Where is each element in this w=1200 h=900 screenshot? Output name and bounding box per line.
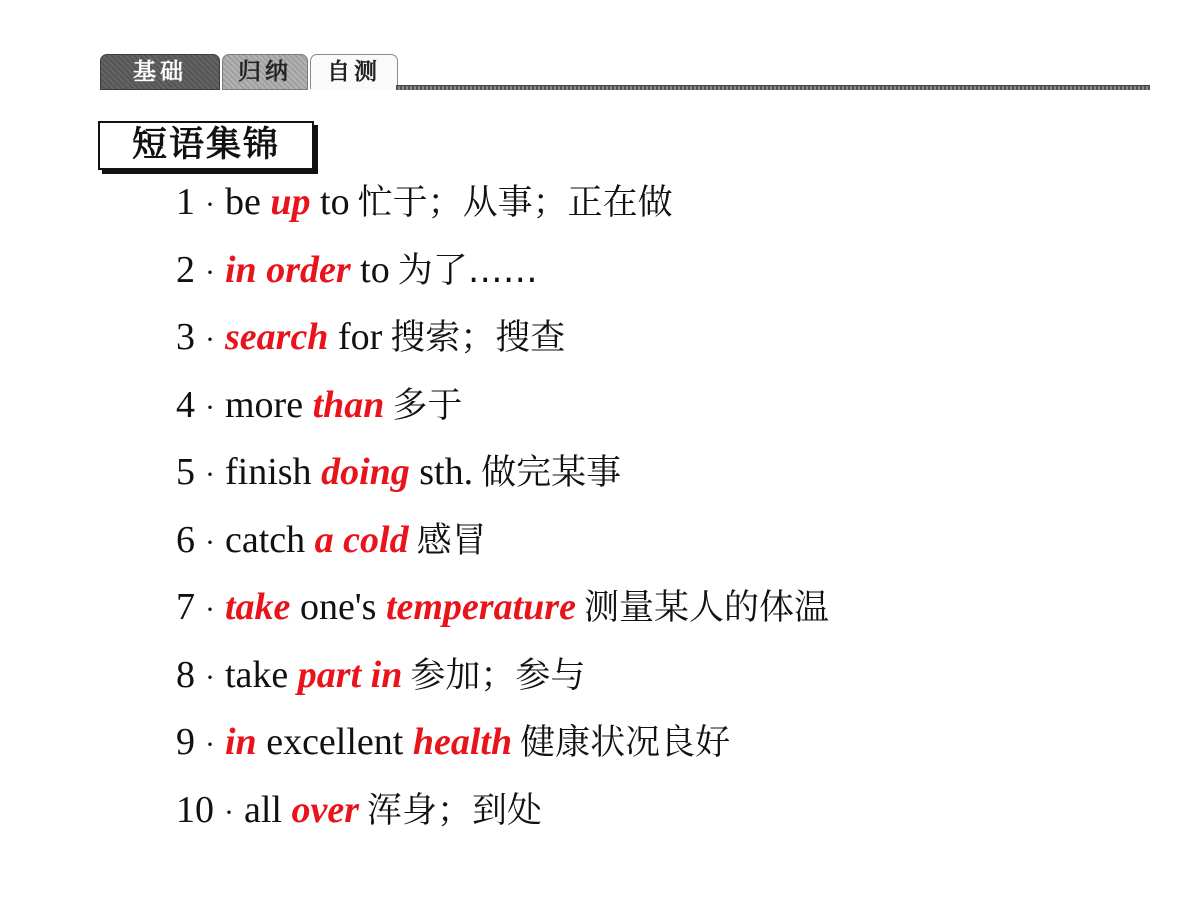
phrase-keyword: over (291, 788, 360, 831)
phrase-meaning: 感冒 (416, 520, 487, 561)
phrase-text: catch (225, 518, 315, 561)
phrase-text: to (310, 181, 350, 223)
phrase-item (176, 717, 730, 767)
phrase-keyword: search (225, 316, 329, 358)
phrase-text: one's (290, 586, 386, 628)
phrase-keyword: part in (297, 653, 403, 696)
section-title: 短语集锦 (98, 121, 314, 170)
separator-dot: · (205, 660, 215, 694)
phrase-text: finish (225, 451, 322, 493)
separator-dot: · (205, 525, 215, 559)
tab-self-test[interactable]: 自测 (310, 54, 398, 89)
phrase-meaning: 为了…… (397, 250, 538, 291)
separator-dot: · (205, 390, 215, 424)
separator-dot: · (205, 593, 215, 626)
tab-bar (100, 52, 1150, 90)
phrase-keyword: in (225, 721, 257, 763)
phrase-keyword: take (225, 586, 291, 628)
tab-summary[interactable]: 归纳 (222, 54, 308, 90)
phrase-text: more (225, 383, 313, 426)
phrase-keyword: a cold (314, 518, 409, 561)
phrase-meaning: 参加；参与 (410, 655, 586, 696)
phrase-item (176, 582, 829, 632)
phrase-item (176, 177, 673, 227)
separator-dot: · (205, 458, 215, 491)
phrase-meaning: 浑身；到处 (367, 790, 543, 831)
phrase-item (176, 650, 585, 700)
phrase-text: all (244, 788, 292, 831)
phrase-number: 6 (176, 518, 195, 561)
phrase-item (176, 785, 542, 835)
phrase-keyword: in order (225, 248, 351, 291)
phrase-text: sth. (409, 451, 474, 493)
separator-dot: · (205, 728, 215, 761)
phrase-text: take (225, 653, 298, 696)
phrase-text: be (225, 181, 271, 223)
phrase-number: 8 (176, 653, 195, 696)
phrase-number: 10 (176, 788, 214, 831)
phrase-number: 9 (176, 721, 195, 763)
phrase-meaning: 健康状况良好 (520, 723, 731, 763)
separator-dot: · (205, 255, 215, 289)
separator-dot: · (205, 323, 215, 356)
phrase-keyword: than (312, 383, 385, 426)
phrase-number: 3 (176, 316, 195, 358)
phrase-keyword: temperature (385, 586, 576, 628)
phrase-item (176, 380, 462, 430)
phrase-number: 4 (176, 383, 195, 426)
phrase-keyword: doing (321, 451, 410, 493)
phrase-meaning: 多于 (392, 385, 463, 426)
phrase-text: for (328, 316, 383, 358)
tab-basics[interactable]: 基础 (100, 54, 220, 90)
phrase-number: 2 (176, 248, 195, 291)
phrase-item (176, 447, 621, 497)
phrase-meaning: 测量某人的体温 (583, 588, 829, 628)
phrase-text: to (350, 248, 390, 291)
tab-underline (396, 85, 1150, 90)
phrase-text: excellent (256, 721, 413, 763)
phrase-item (176, 515, 487, 565)
phrase-item (176, 312, 565, 362)
separator-dot: · (205, 188, 215, 221)
phrase-number: 1 (176, 181, 195, 223)
phrase-item (176, 245, 538, 295)
phrase-keyword: health (412, 721, 513, 763)
phrase-meaning: 搜索；搜查 (390, 318, 566, 358)
phrase-number: 5 (176, 451, 195, 493)
phrase-number: 7 (176, 586, 195, 628)
phrase-meaning: 做完某事 (481, 453, 622, 493)
separator-dot: · (224, 795, 234, 829)
phrase-keyword: up (270, 181, 311, 223)
phrase-meaning: 忙于；从事；正在做 (357, 183, 673, 223)
